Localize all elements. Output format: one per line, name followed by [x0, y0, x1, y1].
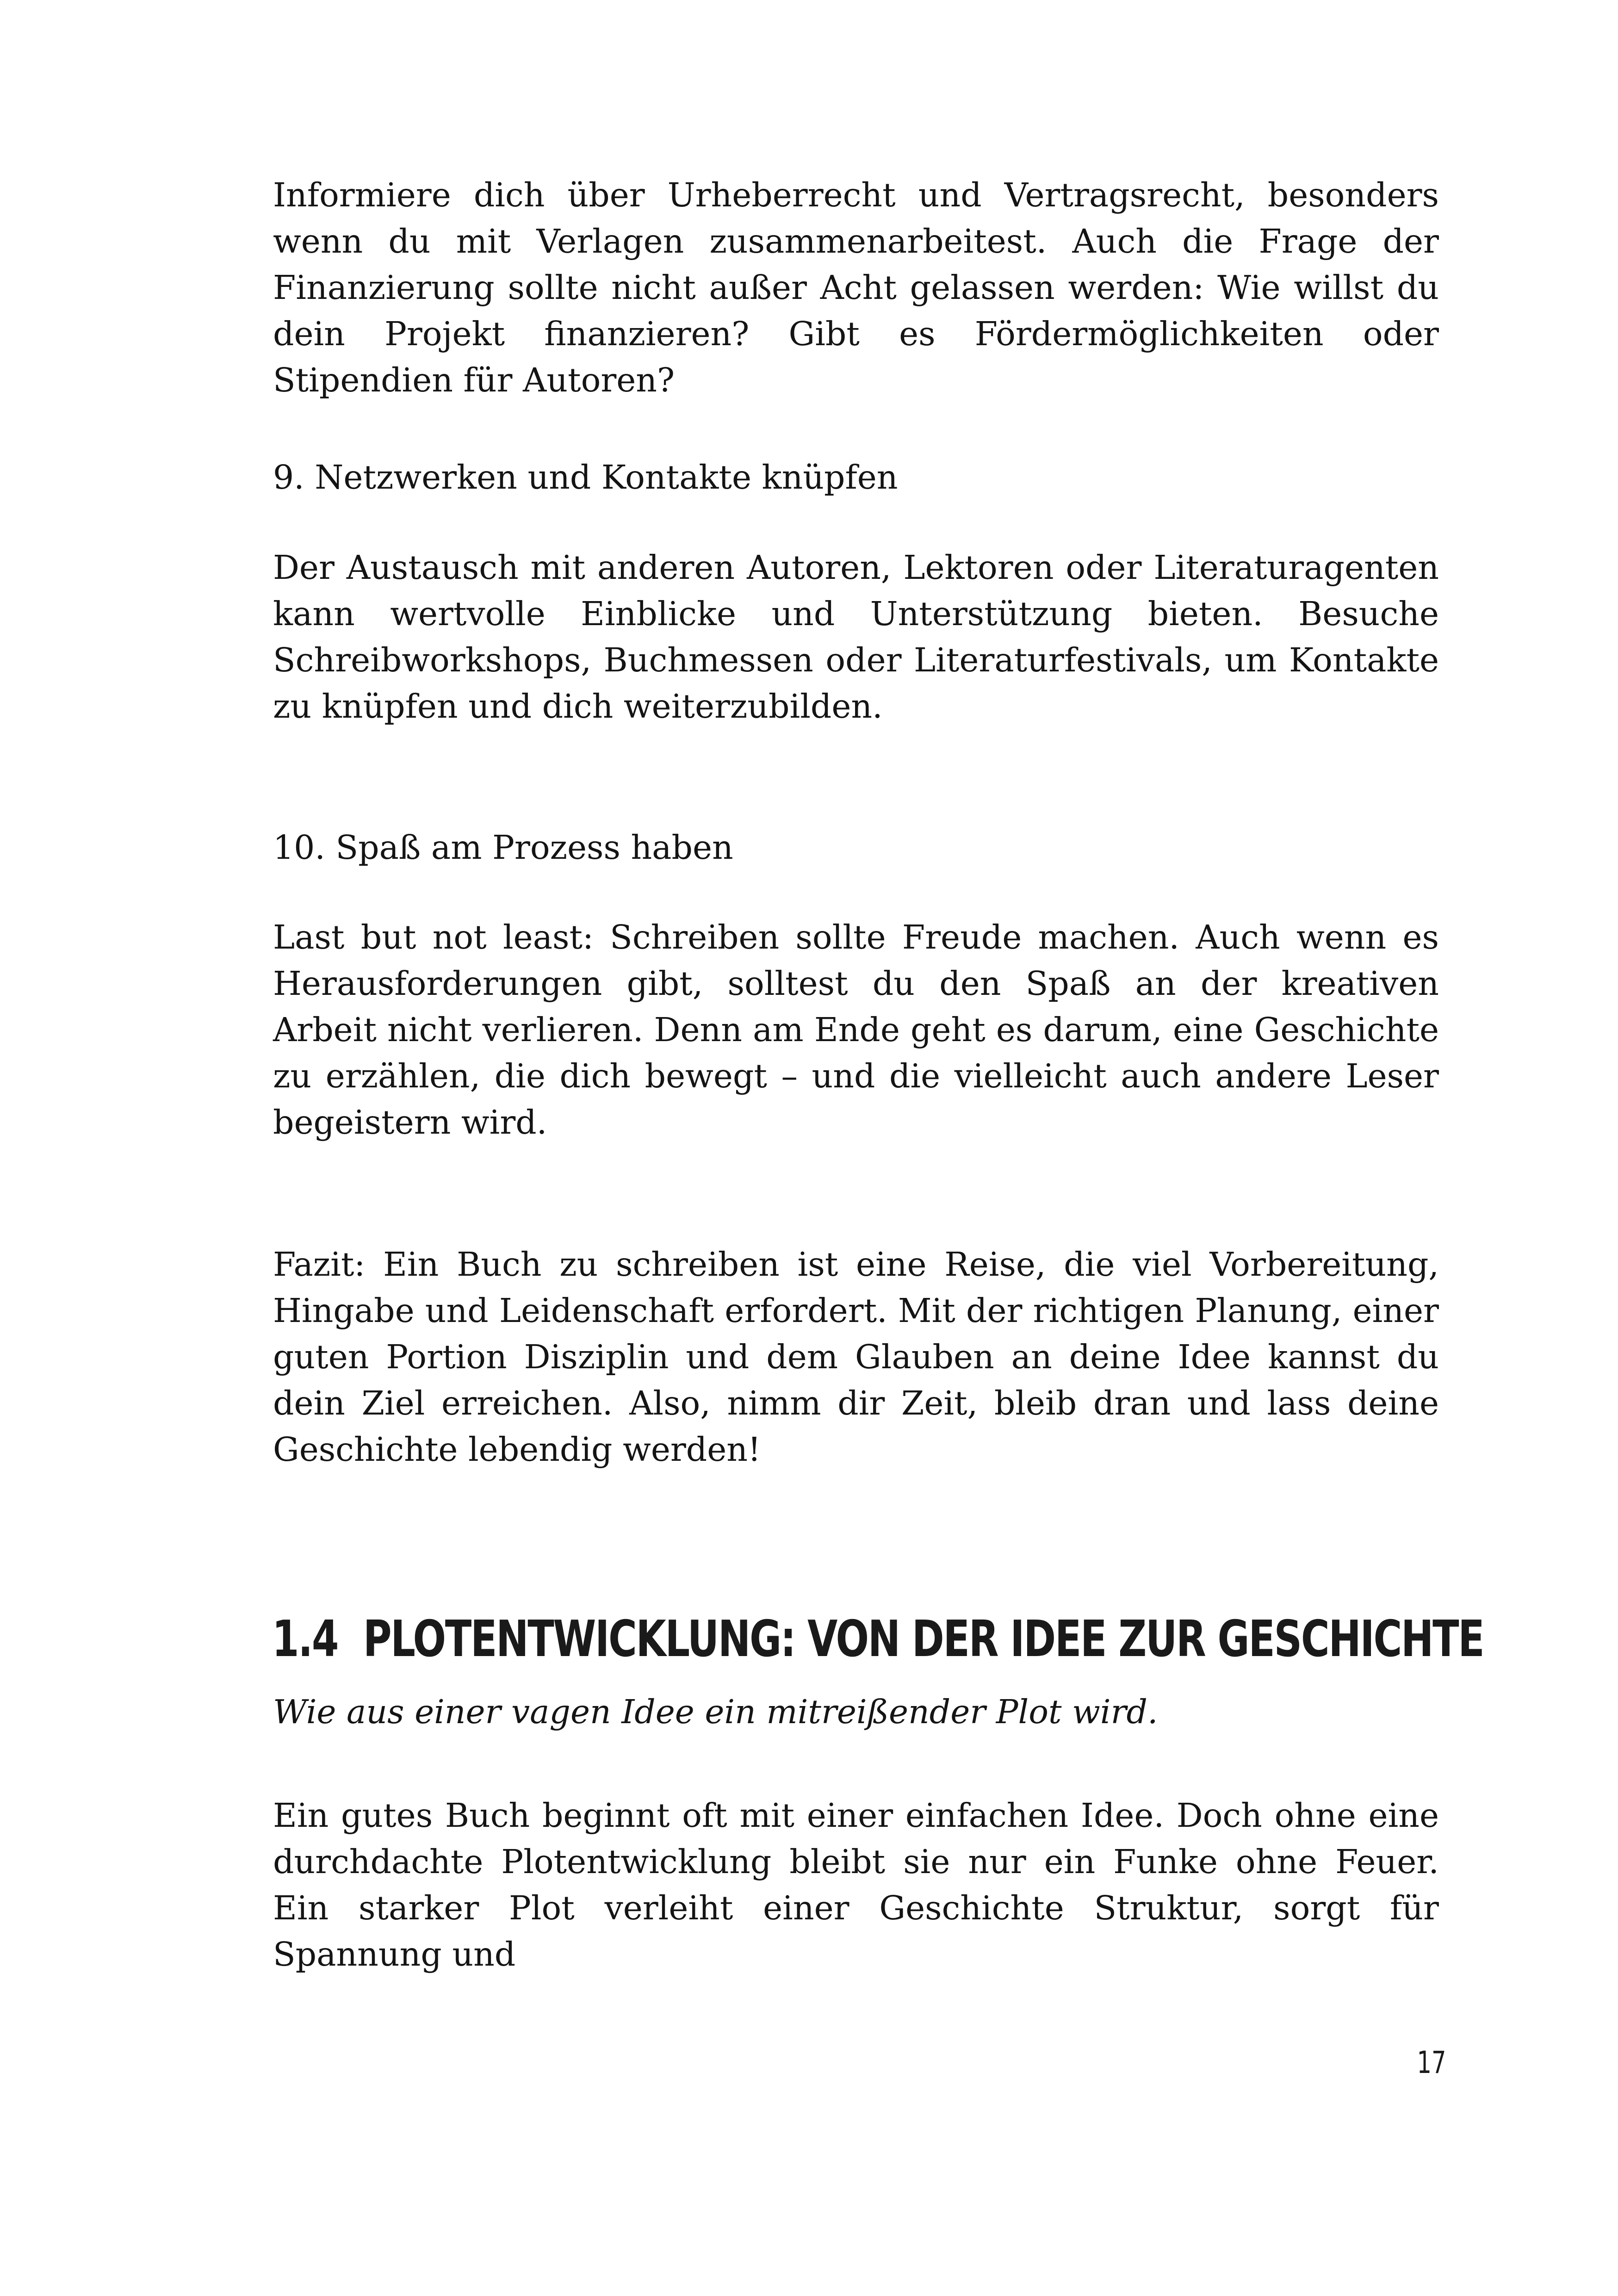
chapter-title: PLOTENTWICKLUNG: VON DER IDEE ZUR GESCHICHTE [363, 1610, 1484, 1668]
paragraph-conclusion: Fazit: Ein Buch zu schreiben ist eine Reise, die viel Vorbereitung, Hingabe und Leidenschaft erfordert. Mit der richtigen Planung, einer guten Portion Disziplin und dem Glauben an deine Idee kannst du dein Ziel erreichen. Also, nimm dir Zeit, bleib dran und lass deine Geschichte lebendig werden! [273, 1245, 1439, 1469]
paragraph-copyright: Informiere dich über Urheberrecht und Vertragsrecht, besonders wenn du mit Verlagen zusammenarbeitest. Auch die Frage der Finanzierung sollte nicht außer Acht gelassen werden: Wie willst du dein Projekt finanzieren? Gibt es Fördermöglichkeiten oder Stipendien für Autoren? [273, 176, 1439, 399]
paragraph-networking: Der Austausch mit anderen Autoren, Lektoren oder Literaturagenten kann wertvolle Einblicke und Unterstützung bieten. Besuche Schreibworkshops, Buchmessen oder Literaturfestivals, um Kontakte zu knüpfen und dich weiterzubilden. [273, 548, 1439, 726]
section-heading-networking: 9. Netzwerken und Kontakte knüpfen [273, 458, 898, 496]
chapter-heading [272, 1609, 1484, 1669]
page-number: 17 [1417, 2045, 1446, 2080]
paragraph-fun: Last but not least: Schreiben sollte Freude machen. Auch wenn es Herausforderungen gibt, solltest du den Spaß an der kreativen Arbeit nicht verlieren. Denn am Ende geht es darum, eine Geschichte zu erzählen, die dich bewegt – und die vielleicht auch andere Leser begeistern wird. [273, 918, 1439, 1142]
paragraph-plot-intro: Ein gutes Buch beginnt oft mit einer einfachen Idee. Doch ohne eine durchdachte Plotentwicklung bleibt sie nur ein Funke ohne Feuer. Ein starker Plot verleiht einer Geschichte Struktur, sorgt für Spannung und [273, 1796, 1439, 1973]
section-heading-fun: 10. Spaß am Prozess haben [273, 828, 733, 867]
chapter-subtitle: Wie aus einer vagen Idee ein mitreißender Plot wird. [273, 1693, 1158, 1731]
chapter-number: 1.4 [272, 1610, 338, 1668]
